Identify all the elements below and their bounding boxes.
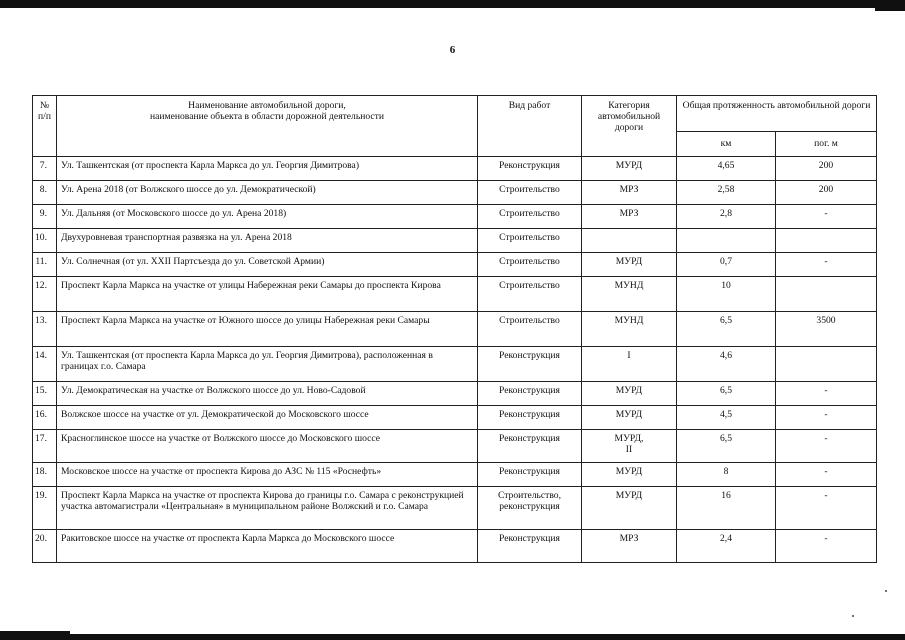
work-type: Строительство bbox=[478, 253, 582, 277]
road-category bbox=[582, 229, 677, 253]
row-num: 8. bbox=[33, 181, 57, 205]
length-km: 6,5 bbox=[677, 312, 776, 347]
road-name: Московское шоссе на участке от проспекта Кирова до АЗС № 115 «Роснефть» bbox=[57, 463, 478, 487]
road-name: Красноглинское шоссе на участке от Волжского шоссе до Московского шоссе bbox=[57, 430, 478, 463]
length-m bbox=[776, 229, 877, 253]
work-type: Реконструкция bbox=[478, 347, 582, 382]
work-type: Реконструкция bbox=[478, 530, 582, 563]
road-name: Ул. Ташкентская (от проспекта Карла Маркса до ул. Георгия Димитрова), расположенная в границах г.о. Самара bbox=[57, 347, 478, 382]
table-row bbox=[33, 430, 877, 463]
length-m: - bbox=[776, 382, 877, 406]
road-category: МРЗ bbox=[582, 205, 677, 229]
header-name-line1: Наименование автомобильной дороги, bbox=[188, 100, 346, 111]
work-type: Реконструкция bbox=[478, 406, 582, 430]
page-number: 6 bbox=[449, 44, 456, 56]
row-num: 18. bbox=[33, 463, 57, 487]
work-type: Строительство, реконструкция bbox=[478, 487, 582, 530]
scan-edge-top bbox=[0, 0, 905, 8]
row-num: 10. bbox=[33, 229, 57, 253]
row-num: 12. bbox=[33, 277, 57, 312]
row-num: 20. bbox=[33, 530, 57, 563]
table-body bbox=[33, 157, 877, 563]
scan-edge-bottom bbox=[0, 634, 905, 640]
header-name bbox=[57, 96, 478, 157]
length-km: 2,8 bbox=[677, 205, 776, 229]
work-type: Реконструкция bbox=[478, 382, 582, 406]
road-category: МУНД bbox=[582, 277, 677, 312]
row-num: 11. bbox=[33, 253, 57, 277]
length-m: - bbox=[776, 205, 877, 229]
length-m: 200 bbox=[776, 181, 877, 205]
length-km: 4,6 bbox=[677, 347, 776, 382]
row-num: 16. bbox=[33, 406, 57, 430]
length-km: 6,5 bbox=[677, 430, 776, 463]
length-km: 6,5 bbox=[677, 382, 776, 406]
work-type: Реконструкция bbox=[478, 157, 582, 181]
table-row bbox=[33, 312, 877, 347]
roads-table bbox=[32, 95, 877, 563]
road-name: Проспект Карла Маркса на участке от улицы Набережная реки Самары до проспекта Кирова bbox=[57, 277, 478, 312]
length-m: 200 bbox=[776, 157, 877, 181]
length-m: 3500 bbox=[776, 312, 877, 347]
length-km: 16 bbox=[677, 487, 776, 530]
road-name: Ул. Ташкентская (от проспекта Карла Маркса до ул. Георгия Димитрова) bbox=[57, 157, 478, 181]
road-category: МУРД bbox=[582, 487, 677, 530]
scan-speck bbox=[885, 590, 887, 592]
length-m bbox=[776, 347, 877, 382]
road-name: Проспект Карла Маркса на участке от Южного шоссе до улицы Набережная реки Самары bbox=[57, 312, 478, 347]
length-km: 4,65 bbox=[677, 157, 776, 181]
length-m: - bbox=[776, 253, 877, 277]
work-type: Строительство bbox=[478, 277, 582, 312]
road-category: МУРД bbox=[582, 463, 677, 487]
table-row bbox=[33, 463, 877, 487]
table-row bbox=[33, 382, 877, 406]
table-row bbox=[33, 406, 877, 430]
road-name: Двухуровневая транспортная развязка на ул. Арена 2018 bbox=[57, 229, 478, 253]
road-category: МРЗ bbox=[582, 181, 677, 205]
row-num: 13. bbox=[33, 312, 57, 347]
road-category: МУРД bbox=[582, 406, 677, 430]
header-km: км bbox=[677, 132, 776, 157]
road-name: Проспект Карла Маркса на участке от проспекта Кирова до границы г.о. Самара с реконструкцией участка автомагистрали «Центральная» в муниципальном районе Волжский и г.о. Самара bbox=[57, 487, 478, 530]
header-m: пог. м bbox=[776, 132, 877, 157]
road-category: I bbox=[582, 347, 677, 382]
road-category: МУРД, II bbox=[582, 430, 677, 463]
length-km: 8 bbox=[677, 463, 776, 487]
row-num: 14. bbox=[33, 347, 57, 382]
length-km: 4,5 bbox=[677, 406, 776, 430]
road-name: Ул. Дальняя (от Московского шоссе до ул. Арена 2018) bbox=[57, 205, 478, 229]
road-name: Волжское шоссе на участке от ул. Демократической до Московского шоссе bbox=[57, 406, 478, 430]
length-m: - bbox=[776, 487, 877, 530]
table-row bbox=[33, 347, 877, 382]
row-num: 7. bbox=[33, 157, 57, 181]
scan-speck bbox=[852, 615, 854, 617]
row-num: 19. bbox=[33, 487, 57, 530]
length-km bbox=[677, 229, 776, 253]
table-row bbox=[33, 181, 877, 205]
length-km: 2,4 bbox=[677, 530, 776, 563]
work-type: Реконструкция bbox=[478, 430, 582, 463]
work-type: Строительство bbox=[478, 181, 582, 205]
row-num: 9. bbox=[33, 205, 57, 229]
road-name: Ул. Арена 2018 (от Волжского шоссе до ул. Демократической) bbox=[57, 181, 478, 205]
length-m: - bbox=[776, 406, 877, 430]
header-work: Вид работ bbox=[478, 96, 582, 157]
header-length: Общая протяженность автомобильной дороги bbox=[677, 96, 877, 132]
length-m: - bbox=[776, 463, 877, 487]
scan-edge-top-right bbox=[875, 8, 905, 11]
road-category: МУРД bbox=[582, 157, 677, 181]
work-type: Строительство bbox=[478, 229, 582, 253]
header-row bbox=[33, 96, 877, 132]
work-type: Строительство bbox=[478, 312, 582, 347]
row-num: 15. bbox=[33, 382, 57, 406]
header-num: № п/п bbox=[33, 96, 57, 157]
road-name: Ул. Солнечная (от ул. XXII Партсъезда до ул. Советской Армии) bbox=[57, 253, 478, 277]
table-row bbox=[33, 277, 877, 312]
table-row bbox=[33, 157, 877, 181]
table-row bbox=[33, 487, 877, 530]
road-category: МУНД bbox=[582, 312, 677, 347]
length-m: - bbox=[776, 430, 877, 463]
road-name: Ул. Демократическая на участке от Волжского шоссе до ул. Ново-Садовой bbox=[57, 382, 478, 406]
header-category: Категория автомобильной дороги bbox=[582, 96, 677, 157]
work-type: Строительство bbox=[478, 205, 582, 229]
road-name: Ракитовское шоссе на участке от проспекта Карла Маркса до Московского шоссе bbox=[57, 530, 478, 563]
road-category: МУРД bbox=[582, 253, 677, 277]
length-km: 10 bbox=[677, 277, 776, 312]
length-km: 0,7 bbox=[677, 253, 776, 277]
length-km: 2,58 bbox=[677, 181, 776, 205]
length-m bbox=[776, 277, 877, 312]
scan-edge-bottom-left bbox=[0, 631, 70, 634]
road-category: МРЗ bbox=[582, 530, 677, 563]
table-row bbox=[33, 205, 877, 229]
table-row bbox=[33, 253, 877, 277]
header-name-line2: наименование объекта в области дорожной деятельности bbox=[150, 111, 384, 122]
table-row bbox=[33, 530, 877, 563]
work-type: Реконструкция bbox=[478, 463, 582, 487]
road-category: МУРД bbox=[582, 382, 677, 406]
length-m: - bbox=[776, 530, 877, 563]
table-row bbox=[33, 229, 877, 253]
row-num: 17. bbox=[33, 430, 57, 463]
